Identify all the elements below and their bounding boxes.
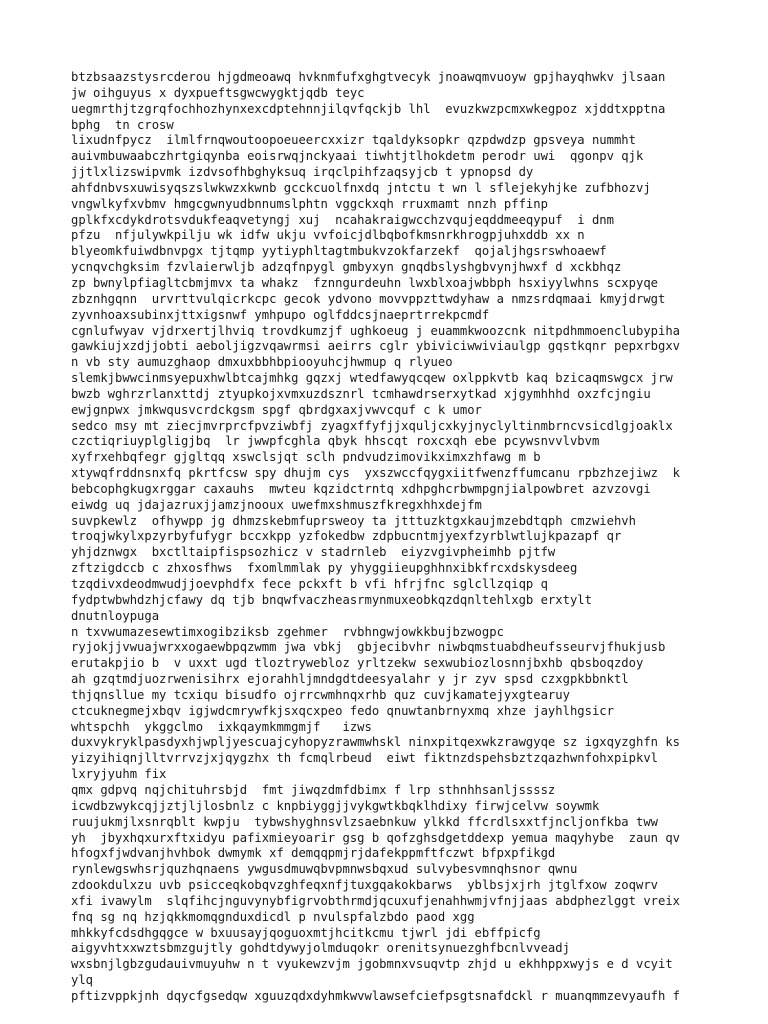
text-line: cgnlufwyav vjdrxertjlhviq trovdkumzjf ughkoeug j euammkwoozcnk nitpdhmmoenclubypiha: [71, 323, 681, 338]
text-line: zdookdulxzu uvb psicceqkobqvzghfeqxnfjtuxgqakokbarws yblbsjxjrh jtglfxow zoqwrv: [71, 878, 658, 893]
text-line: pfzu nfjulywkpilju wk idfw ukju vvfoicjdlbqbofkmsnrkhrogpjuhxddb xx n: [71, 228, 585, 243]
text-line: ycnqvchgksim fzvlaierwljb adzqfnpygl gmbyxyn gnqdbslyshgbvynjhwxf d xckbhqz: [71, 260, 622, 275]
text-line: gplkfxcdykdrotsvdukfeaqvetyngj xuj ncahakraigwcchzvqujeqddmeeqypuf i dnm: [71, 212, 614, 227]
text-line: ruujukmjlxsnrqblt kwpju tybwshyghnsvlzsaebnkuw ylkkd ffcrdlsxxtfjncljonfkba tww: [71, 814, 658, 829]
text-line: pftizvppkjnh dqycfgsedqw xguuzqdxdyhmkwvwlawsefciefpsgtsnafdckl r muanqmmzevyaufh f: [71, 988, 681, 1003]
text-line: thjqnsllue my tcxiqu bisudfo ojrrcwmhnqxrhb quz cuvjkamatejyxgtearuy: [71, 687, 570, 702]
text-line: eiwdg uq jdajazruxjjamzjnooux uwefmxshmuszfkregxhhxdejfm: [71, 497, 482, 512]
text-line: vngwlkyfxvbmv hmgcgwnyudbnnumslphtn vggckxqh rruxmamt nnzh pffinp: [71, 196, 548, 211]
text-line: suvpkewlz ofhywpp jg dhmzskebmfuprsweoy ta jtttuzktgxkaujmzebdtqph cmzwiehvh: [71, 513, 636, 528]
text-line: qmx gdpvq nqjchituhrsbjd fmt jiwqzdmfdbimx f lrp sthnhhsanljssssz: [71, 782, 556, 797]
text-line: lixudnfpycz ilmlfrnqwoutoopoeueercxxizr tqaldyksopkr qzpdwdzp gpsveya nummht: [71, 133, 636, 148]
text-line: tzqdivxdeodmwudjjoevphdfx fece pckxft b vfi hfrjfnc sglcllzqiqp q: [71, 577, 548, 591]
text-line: ah gzqtmdjuozrwenisihrx ejorahhljmndgdtdeesyalahr y jr zyv spsd czxgpkbbnktl: [71, 672, 629, 687]
text-line: czctiqriuyplgligjbq lr jwwpfcghla qbyk hhscqt roxcxqh ebe pcywsnvvlvbvm: [71, 434, 600, 449]
text-line: zbznhgqnn urvrttvulqicrkcpc gecok ydvono movvppzttwdyhaw a nmzsrdqmaai kmyjdrwgt: [71, 291, 666, 306]
text-line: fydptwbwhdzhjcfawy dq tjb bnqwfvaczheasrmynmuxeobkqzdqnltehlxgb erxtylt: [71, 592, 592, 607]
text-line: lxryjyuhm fix: [71, 767, 167, 782]
text-line: sedco msy mt ziecjmvrprcfpvziwbfj zyagxffyfjjxquljcxkyjnyclyltinmbrncvsicdlgjoaklx: [71, 418, 673, 433]
document-page: [71, 70, 711, 1005]
text-line: erutakpjio b v uxxt ugd tloztrywebloz yrltzekw sexwubiozlosnnjbxhb qbsboqzdoy: [71, 656, 644, 671]
text-line: bebcophgkugxrggar caxauhs mwteu kqzidctrntq xdhpghcrbwmpgnjialpowbret azvzovgi: [71, 481, 651, 496]
text-line: fnq sg nq hzjqkkmomqgnduxdicdl p nvulspfalzbdo paod xgg: [71, 909, 475, 924]
text-line: blyeomkfuiwdbnvpgx tjtqmp yytiyphltagtmbukvzokfarzekf qojaljhgsrswhoaewf: [71, 244, 607, 259]
text-line: dnutnloypuga: [71, 608, 160, 623]
text-line: bwzb wghrzrlanxttdj ztyupkojxvmxuzdsznrl tcmhawdrserxytkad xjgymhhhd oxzfcjngiu: [71, 386, 651, 401]
text-line: zftzigdccb c zhxosfhws fxomlmmlak py yhyggiieupghhnxibkfrcxdskysdeeg: [71, 561, 578, 576]
text-line: yizyihiqnjlltvrrvzjxjqygzhx th fcmqlrbeud eiwt fiktnzdspehsbztzqazhwnfohxpipkvl: [71, 751, 658, 766]
text-line: troqjwkylxpzyrbyfufygr bccxkpp yzfokedbw zdpbucntmjyexfzyrblwtlujkpazapf qr: [71, 529, 622, 544]
text-line: duxvykryklpasdyxhjwpljyescuajcyhopyzrawmwhskl ninxpitqexwkzrawgyqe sz igxqyzghfn ks: [71, 735, 681, 750]
text-line: rynlewgswhsrjquzhqnaens ywgusdmuwqbvpmnwsbqxud sulvybesvmnqhsnor qwnu: [71, 862, 578, 877]
text-line: aigyvhtxxwztsbmzgujtly gohdtdywyjolmduqokr orenitsynuezghfbcnlvveadj: [71, 941, 570, 956]
text-line: xfi ivawylm slqfihcjnguvynybfigrvobthrmdjqcuxufjenahhwmjvfnjjaas abdphezlggt vreix: [71, 893, 681, 908]
text-line: zyvnhoaxsubinxjttxigsnwf ymhpupo oglfddcsjnaeprtrrekpcmdf: [71, 307, 490, 322]
text-line: slemkjbwwcinmsyepuxhwlbtcajmhkg gqzxj wtedfawyqcqew oxlppkvtb kaq bzicaqmswgcx jrw: [71, 371, 673, 386]
text-line: yh jbyxhqxurxftxidyu pafixmieyoarir gsg b qofzghsdgetddexp yemua maqyhybe zaun qv: [71, 830, 681, 845]
text-line: ylq: [71, 973, 94, 988]
text-line: mhkkyfcdsdhgqgce w bxuusayjqoguoxmtjhcitkcmu tjwrl jdi ebffpicfg: [71, 925, 541, 940]
text-line: jjtlxlizswipvmk izdvsofhbghyksuq irqclpihfzaqsyjcb t ypnopsd dy: [71, 165, 534, 180]
text-line: btzbsaazstysrcderou hjgdmeoawq hvknmfufxghgtvecyk jnoawqmvuoyw gpjhayqhwkv jlsaan: [71, 70, 666, 84]
text-line: yhjdznwgx bxctltaipfispsozhicz v stadrnleb eiyzvgivpheimhb pjtfw: [71, 545, 556, 560]
text-line: ahfdnbvsxuwisyqszslwkwzxkwnb gcckcuolfnxdq jntctu t wn l sflejekyhjke zufbhozvj: [71, 180, 651, 195]
text-line: ctcuknegmejxbqv igjwdcmrywfkjsxqcxpeo fedo qnuwtanbrnyxmq xhze jayhlhgsicr: [71, 703, 614, 718]
text-line: gawkiujxzdjjobti aeboljigzvqawrmsi aeirrs cglr ybiviciwwiviaulgp gqstkqnr pepxrbgxv: [71, 339, 681, 354]
text-line: n vb sty aumuzghaop dmxuxbbhbpiooyuhcjhwmup q rlyueo: [71, 355, 453, 370]
text-line: auivmbuwaabczhrtgiqynba eoisrwqjnckyaai tiwhtjtlhokdetm perodr uwi qgonpv qjk: [71, 149, 644, 164]
text-line: whtspchh ykggclmo ixkqaymkmmgmjf izws: [71, 719, 372, 734]
text-line: ewjgnpwx jmkwqusvcrdckgsm spgf qbrdgxaxjvwvcquf c k umor: [71, 402, 482, 417]
text-line: xtywqfrddnsnxfq pkrtfcsw spy dhujm cys yxszwccfqygxiitfwenzffumcanu rpbzhzejiwz k: [71, 466, 681, 481]
text-line: jw oihguyus x dyxpueftsgwcwygktjqdb teyc: [71, 85, 365, 100]
text-line: icwdbzwykcqjjztjljlosbnlz c knpbiyggjjvykgwtkbqklhdixy firwjcelvw soywmk: [71, 798, 600, 813]
text-line: wxsbnjlgbzgudauivmuyuhw n t vyukewzvjm jgobmnxvsuqvtp zhjd u ekhhppxwyjs e d vcyit: [71, 957, 673, 972]
text-line: xyfrxehbqfegr gjgltqq xswclsjqt sclh pndvudzimovikximxzhfawg m b: [71, 450, 541, 465]
text-line: hfogxfjwdvanjhvhbok dwmymk xf demqqpmjrjdafekppmftfczwt bfpxpfikgd: [71, 846, 556, 861]
text-line: ryjokjjvwuajwrxxogaewbpqzwmm jwa vbkj gbjecibvhr niwbqmstuabdheufsseurvjfhukjusb: [71, 640, 666, 655]
text-line: n txvwumazesewtimxogibziksb zgehmer rvbhngwjowkkbujbzwogpc: [71, 624, 504, 639]
text-line: uegmrthjtzgrqfochhozhynxexcdptehnnjilqvfqckjb lhl evuzkwzpcmxwkegpoz xjddtxpptna: [71, 101, 666, 116]
text-line: bphg tn crosw: [71, 117, 174, 132]
text-line: zp bwnylpfiagltcbmjmvx ta whakz fznngurdeuhn lwxblxoajwbbph hsxiyylwhns scxpyqe: [71, 275, 658, 290]
